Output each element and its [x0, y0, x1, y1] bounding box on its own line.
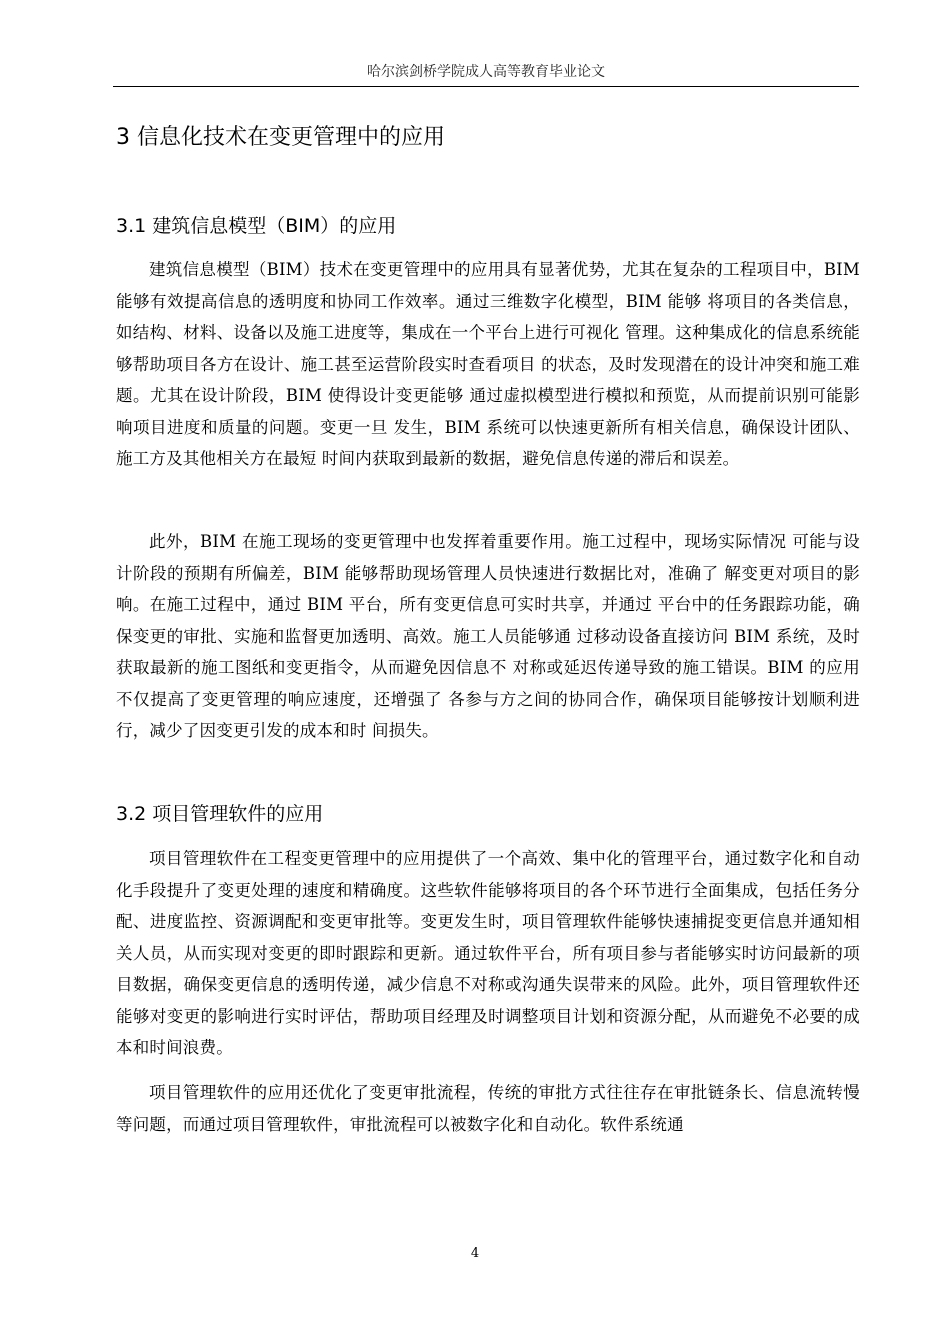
paragraph: 项目管理软件在工程变更管理中的应用提供了一个高效、集中化的管理平台，通过数字化和自动化手段提升了变更处理的速度和精确度。这些软件能够将项目的各个环节进行全面集成，包括任务分配、进度监控、资源调配和变更审批等。变更发生时，项目管理软件能够快速捕捉变更信息并通知相关人员，从而实现对变更的即时跟踪和更新。通过软件平台，所有项目参与者能够实时访问最新的项目数据，确保变更信息的透明传递，减少信息不对称或沟通失误带来的风险。此外，项目管理软件还能够对变更的影响进行实时评估，帮助项目经理及时调整项目计划和资源分配，从而避免不必要的成本和时间浪费。	[116, 849, 860, 1057]
header-rule	[113, 86, 859, 87]
paragraph: 建筑信息模型（BIM）技术在变更管理中的应用具有显著优势，尤其在复杂的工程项目中，BIM 能够有效提高信息的透明度和协同工作效率。通过三维数字化模型，BIM 能够 将项目的各类信息，如结构、材料、设备以及施工进度等，集成在一个平台上进行可视化 管理。这种集成化的信息系统能够帮助项目各方在设计、施工甚至运营阶段实时查看项目 的状态，及时发现潜在的设计冲突和施工难题。尤其在设计阶段，BIM 使得设计变更能够 通过虚拟模型进行模拟和预览，从而提前识别可能影响项目进度和质量的问题。变更一旦 发生，BIM 系统可以快速更新所有相关信息，确保设计团队、施工方及其他相关方在最短 时间内获取到最新的数据，避免信息传递的滞后和误差。	[116, 260, 860, 468]
chapter-title: 3 信息化技术在变更管理中的应用	[116, 125, 445, 150]
paragraph: 项目管理软件的应用还优化了变更审批流程，传统的审批方式往往存在审批链条长、信息流转慢等问题，而通过项目管理软件，审批流程可以被数字化和自动化。软件系统通	[116, 1083, 860, 1134]
paragraph: 此外，BIM 在施工现场的变更管理中也发挥着重要作用。施工过程中，现场实际情况 可能与设计阶段的预期有所偏差，BIM 能够帮助现场管理人员快速进行数据比对，准确了 解变更对项目的影响。在施工过程中，通过 BIM 平台，所有变更信息可实时共享，并通过 平台中的任务跟踪功能，确保变更的审批、实施和监督更加透明、高效。施工人员能够通 过移动设备直接访问 BIM 系统，及时获取最新的施工图纸和变更指令，从而避免因信息不 对称或延迟传递导致的施工错误。BIM 的应用不仅提高了变更管理的响应速度，还增强了 各参与方之间的协同合作，确保项目能够按计划顺利进行，减少了因变更引发的成本和时 间损失。	[116, 532, 860, 740]
section-title-3-2: 3.2 项目管理软件的应用	[116, 803, 324, 825]
page-number: 4	[470, 1246, 480, 1261]
section-title-3-1: 3.1 建筑信息模型（BIM）的应用	[116, 215, 397, 237]
running-header: 哈尔滨剑桥学院成人高等教育毕业论文	[367, 64, 605, 80]
